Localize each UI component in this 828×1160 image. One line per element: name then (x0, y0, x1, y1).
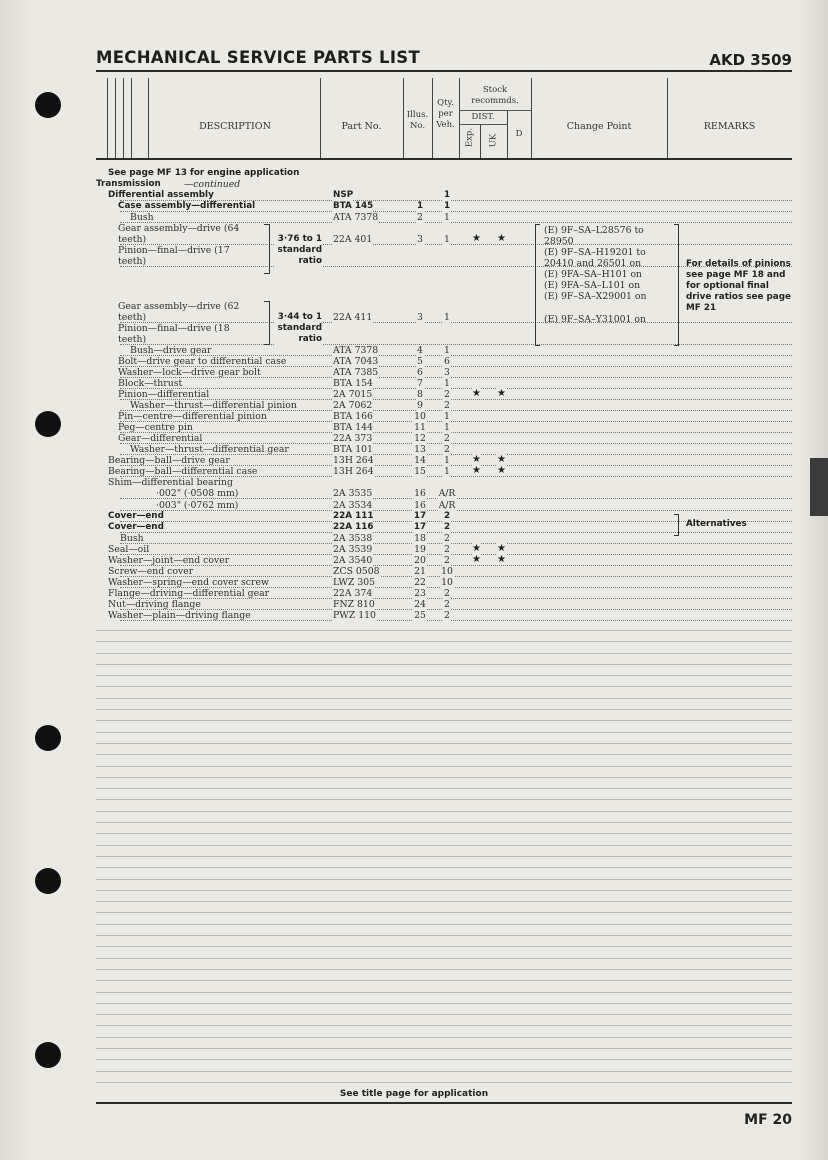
stock-star-icon: ★ (472, 543, 481, 554)
ratio-bracket (264, 301, 270, 345)
qty-per-vehicle: 2 (444, 555, 450, 566)
stock-star-icon: ★ (497, 233, 506, 244)
change-point-entry: 28950 (544, 236, 574, 247)
row-description: Bearing—ball—drive gear (108, 455, 230, 466)
part-number: 22A 373 (333, 433, 373, 444)
qty-per-vehicle: 1 (444, 378, 450, 389)
gear-ratio-label: standard (274, 245, 322, 256)
illus-number: 25 (414, 610, 426, 621)
stock-star-icon: ★ (472, 233, 481, 244)
change-point-entry: (E) 9F–SA–L28576 to (544, 225, 644, 236)
alternatives-bracket (674, 514, 679, 536)
illus-number: 20 (414, 555, 426, 566)
part-number: PWZ 110 (333, 610, 376, 621)
remarks-alternatives: Alternatives (686, 519, 747, 529)
page-number: MF 20 (744, 1112, 792, 1128)
illus-number: 18 (414, 533, 426, 544)
qty-per-vehicle: 6 (444, 356, 450, 367)
illus-number: 12 (414, 433, 426, 444)
change-point-entry: (E) 9FA–SA–H101 on (544, 269, 643, 280)
footer-note: See title page for application (339, 1089, 489, 1099)
qty-per-vehicle: 1 (444, 466, 450, 477)
ruled-line (96, 1082, 792, 1083)
row-description: See page MF 13 for engine application (108, 168, 300, 178)
qty-per-vehicle: 2 (444, 433, 450, 444)
part-number: 2A 7015 (333, 389, 373, 400)
header-exp: Exp. (464, 127, 475, 148)
illus-number: 13 (414, 444, 426, 455)
qty-per-vehicle: 2 (444, 544, 450, 555)
row-description: Washer—plain—driving flange (108, 610, 251, 621)
ruled-line (96, 811, 792, 812)
header-dist: DIST. (471, 112, 495, 122)
illus-number: 24 (414, 599, 426, 610)
row-description: Case assembly—differential (118, 201, 256, 211)
row-description: Gear—differential (118, 433, 203, 444)
illus-number: 5 (417, 356, 423, 367)
ruled-line (96, 901, 792, 902)
ruled-line (96, 754, 792, 755)
qty-per-vehicle: 2 (444, 610, 450, 621)
ruled-line (96, 1059, 792, 1060)
change-point-bracket (535, 224, 540, 346)
stock-star-icon: ★ (497, 454, 506, 465)
row-description: Screw—end cover (108, 566, 194, 577)
ruled-line (96, 766, 792, 767)
header-rule (96, 70, 792, 72)
row-leader-dots (120, 431, 792, 433)
ruled-line (96, 845, 792, 846)
part-number: ZCS 0508 (333, 566, 380, 577)
illus-number: 3 (417, 312, 423, 323)
illus-number: 16 (414, 500, 426, 511)
illus-number: 17 (413, 511, 427, 521)
remarks-pinions-3: for optional final (686, 281, 769, 291)
ruled-line (96, 799, 792, 800)
stock-star-icon: ★ (472, 465, 481, 476)
change-point-entry: (E) 9FA–SA–L101 on (544, 280, 641, 291)
part-number: ATA 7043 (333, 356, 379, 367)
remarks-bracket (674, 224, 679, 346)
change-point-entry: (E) 9F–SA–Y31001 on (544, 314, 646, 325)
stock-star-icon: ★ (497, 465, 506, 476)
illus-number: 2 (417, 212, 423, 223)
illus-number: 15 (414, 466, 426, 477)
illus-number: 21 (414, 566, 426, 577)
ruled-line (96, 641, 792, 642)
qty-per-vehicle: 2 (444, 400, 450, 411)
qty-per-vehicle: 1 (444, 411, 450, 422)
row-description: Peg—centre pin (118, 422, 193, 433)
row-description: Bush (130, 212, 154, 223)
document-code: AKD 3509 (709, 51, 792, 69)
qty-per-vehicle: 2 (444, 533, 450, 544)
illus-number: 17 (413, 522, 427, 532)
qty-per-vehicle: 1 (443, 190, 451, 200)
qty-per-vehicle: 1 (444, 234, 450, 245)
stock-star-icon: ★ (497, 543, 506, 554)
qty-per-vehicle: 2 (443, 522, 451, 532)
binder-hole (35, 868, 61, 894)
gear-ratio-label: 3·44 to 1 (274, 312, 322, 323)
row-description: ·003" (·0762 mm) (156, 500, 239, 511)
part-number: ATA 7378 (333, 212, 379, 223)
qty-per-vehicle: 1 (444, 422, 450, 433)
row-leader-dots (120, 531, 792, 533)
row-description: Washer—thrust—differential pinion (130, 400, 297, 411)
ruled-line (96, 992, 792, 993)
footer-rule (96, 1102, 792, 1104)
part-number: 22A 116 (333, 522, 374, 532)
part-number: BTA 145 (333, 201, 374, 211)
row-description: Pinion—final—drive (17 (118, 245, 230, 256)
part-number: FNZ 810 (333, 599, 375, 610)
part-number: BTA 154 (333, 378, 373, 389)
part-number: 13H 264 (333, 455, 374, 466)
row-description: Pin—centre—differential pinion (118, 411, 267, 422)
ruled-line (96, 1025, 792, 1026)
qty-per-vehicle: 1 (444, 345, 450, 356)
illus-number: 8 (417, 389, 423, 400)
gear-ratio-label: 3·76 to 1 (274, 234, 322, 245)
ruled-line (96, 675, 792, 676)
qty-per-vehicle: A/R (438, 488, 456, 499)
row-description: Washer—spring—end cover screw (108, 577, 269, 588)
change-point-entry: (E) 9F–SA–H19201 to (544, 247, 646, 258)
ruled-line (96, 946, 792, 947)
remarks-pinions-2: see page MF 18 and (686, 270, 786, 280)
part-number: 13H 264 (333, 466, 374, 477)
header-part-no: Part No. (341, 121, 382, 132)
ruled-line (96, 1003, 792, 1004)
remarks-pinions-1: For details of pinions (686, 259, 791, 269)
row-leader-dots (120, 343, 792, 345)
header-d: D (515, 129, 523, 139)
row-description: Washer—thrust—differential gear (130, 444, 289, 455)
part-number: BTA 101 (333, 444, 373, 455)
ruled-line (96, 630, 792, 631)
ruled-line (96, 958, 792, 959)
stock-star-icon: ★ (497, 554, 506, 565)
illus-number: 19 (414, 544, 426, 555)
qty-per-vehicle: 2 (444, 444, 450, 455)
row-description: Bolt—drive gear to differential case (118, 356, 287, 367)
qty-per-vehicle: 1 (444, 212, 450, 223)
row-description: Seal—oil (108, 544, 150, 555)
ruled-line (96, 653, 792, 654)
ruled-line (96, 1037, 792, 1038)
part-number: ATA 7378 (333, 345, 379, 356)
illus-number: 11 (414, 422, 426, 433)
row-description: Bearing—ball—differential case (108, 466, 258, 477)
row-description: Block—thrust (118, 378, 183, 389)
illus-number: 23 (414, 588, 426, 599)
ruled-line (96, 980, 792, 981)
row-description: Washer—lock—drive gear bolt (118, 367, 261, 378)
illus-number: 6 (417, 367, 423, 378)
remarks-pinions-4: drive ratios see page (686, 292, 791, 302)
gear-ratio-label: standard (274, 323, 322, 334)
header-qty-1: Qty. (437, 98, 454, 108)
section-edge-tab (810, 458, 828, 516)
qty-per-vehicle: 1 (444, 455, 450, 466)
qty-per-vehicle: 1 (443, 201, 451, 211)
row-description: Gear assembly—drive (62 (118, 301, 240, 312)
illus-number: 10 (414, 411, 426, 422)
ruled-line (96, 879, 792, 880)
qty-per-vehicle: 3 (444, 367, 450, 378)
ruled-line (96, 732, 792, 733)
remarks-pinions-5: MF 21 (686, 303, 717, 313)
illus-number: 1 (416, 201, 424, 211)
ruled-line (96, 867, 792, 868)
illus-number: 22 (414, 577, 426, 588)
header-qty-2: per (438, 109, 453, 119)
row-description-tail: —continued (184, 179, 241, 190)
illus-number: 14 (414, 455, 426, 466)
header-change-point: Change Point (566, 121, 632, 132)
part-number: 2A 3535 (333, 488, 373, 499)
gear-ratio-label: ratio (274, 334, 322, 345)
illus-number: 3 (417, 234, 423, 245)
change-point-entry: (E) 9F–SA–X29001 on (544, 291, 647, 302)
row-description: Pinion—differential (118, 389, 210, 400)
row-description: Pinion—final—drive (18 (118, 323, 230, 334)
row-description: teeth) (118, 334, 147, 345)
qty-per-vehicle: 2 (444, 599, 450, 610)
row-description: teeth) (118, 234, 147, 245)
change-point-entry: 20410 and 26501 on (544, 258, 642, 269)
ruled-line (96, 1071, 792, 1072)
ruled-line (96, 1014, 792, 1015)
header-qty-3: Veh. (436, 120, 455, 130)
qty-per-vehicle: 10 (441, 577, 453, 588)
ruled-line (96, 743, 792, 744)
row-description: teeth) (118, 312, 147, 323)
page-title: MECHANICAL SERVICE PARTS LIST (96, 48, 421, 67)
illus-number: 9 (417, 400, 423, 411)
stock-star-icon: ★ (472, 454, 481, 465)
ruled-line (96, 969, 792, 970)
header-stock-2: recommds. (471, 96, 519, 106)
illus-number: 7 (417, 378, 423, 389)
ruled-line (96, 698, 792, 699)
row-description: teeth) (118, 256, 147, 267)
part-number: 2A 3534 (333, 500, 373, 511)
header-remarks: REMARKS (703, 121, 756, 132)
qty-per-vehicle: 2 (444, 588, 450, 599)
binder-hole (35, 411, 61, 437)
row-description: Transmission (96, 179, 161, 189)
part-number: 22A 401 (333, 234, 373, 245)
row-description: Bush—drive gear (130, 345, 212, 356)
stock-star-icon: ★ (497, 388, 506, 399)
row-description: ·002" (·0508 mm) (156, 488, 239, 499)
part-number: 22A 374 (333, 588, 373, 599)
stock-star-icon: ★ (472, 554, 481, 565)
ruled-line (96, 935, 792, 936)
row-leader-dots (120, 387, 792, 389)
ruled-line (96, 788, 792, 789)
header-stock-1: Stock (482, 85, 508, 95)
row-description: Flange—driving—differential gear (108, 588, 270, 599)
header-uk: UK (488, 133, 499, 148)
part-number: NSP (333, 190, 354, 200)
binder-hole (35, 1042, 61, 1068)
qty-per-vehicle: 2 (443, 511, 451, 521)
row-description: Shim—differential bearing (108, 477, 233, 488)
qty-per-vehicle: 1 (444, 312, 450, 323)
ruled-line (96, 890, 792, 891)
ratio-bracket (264, 224, 270, 274)
ruled-line (96, 686, 792, 687)
qty-per-vehicle: A/R (438, 500, 456, 511)
ruled-line (96, 720, 792, 721)
ruled-line (96, 664, 792, 665)
row-description: Gear assembly—drive (64 (118, 223, 240, 234)
row-description: Nut—driving flange (108, 599, 201, 610)
gear-ratio-label: ratio (274, 256, 322, 267)
part-number: LWZ 305 (333, 577, 376, 588)
part-number: 2A 3540 (333, 555, 373, 566)
row-description: Washer—joint—end cover (108, 555, 230, 566)
qty-per-vehicle: 10 (441, 566, 453, 577)
ruled-line (96, 912, 792, 913)
row-description: Bush (120, 533, 144, 544)
binder-hole (35, 92, 61, 118)
ruled-line (96, 833, 792, 834)
ruled-line (96, 709, 792, 710)
part-number: BTA 166 (333, 411, 373, 422)
row-leader-dots (120, 542, 792, 544)
ruled-line (96, 777, 792, 778)
part-number: 2A 7062 (333, 400, 373, 411)
header-illus-1: Illus. (406, 110, 429, 120)
part-number: 2A 3538 (333, 533, 373, 544)
part-number: 22A 411 (333, 312, 373, 323)
header-illus-2: No. (409, 121, 426, 131)
illus-number: 4 (417, 345, 423, 356)
stock-star-icon: ★ (472, 388, 481, 399)
illus-number: 16 (414, 488, 426, 499)
ruled-line (96, 822, 792, 823)
part-number: 2A 3539 (333, 544, 373, 555)
header-description: DESCRIPTION (199, 121, 271, 132)
ruled-line (96, 856, 792, 857)
qty-per-vehicle: 2 (444, 389, 450, 400)
binder-hole (35, 725, 61, 751)
part-number: ATA 7385 (333, 367, 379, 378)
row-description: Cover—end (108, 511, 164, 521)
ruled-line (96, 924, 792, 925)
ruled-line (96, 1048, 792, 1049)
part-number: BTA 144 (333, 422, 373, 433)
row-description: Cover—end (108, 522, 164, 532)
part-number: 22A 111 (333, 511, 374, 521)
row-description: Differential assembly (108, 190, 214, 200)
